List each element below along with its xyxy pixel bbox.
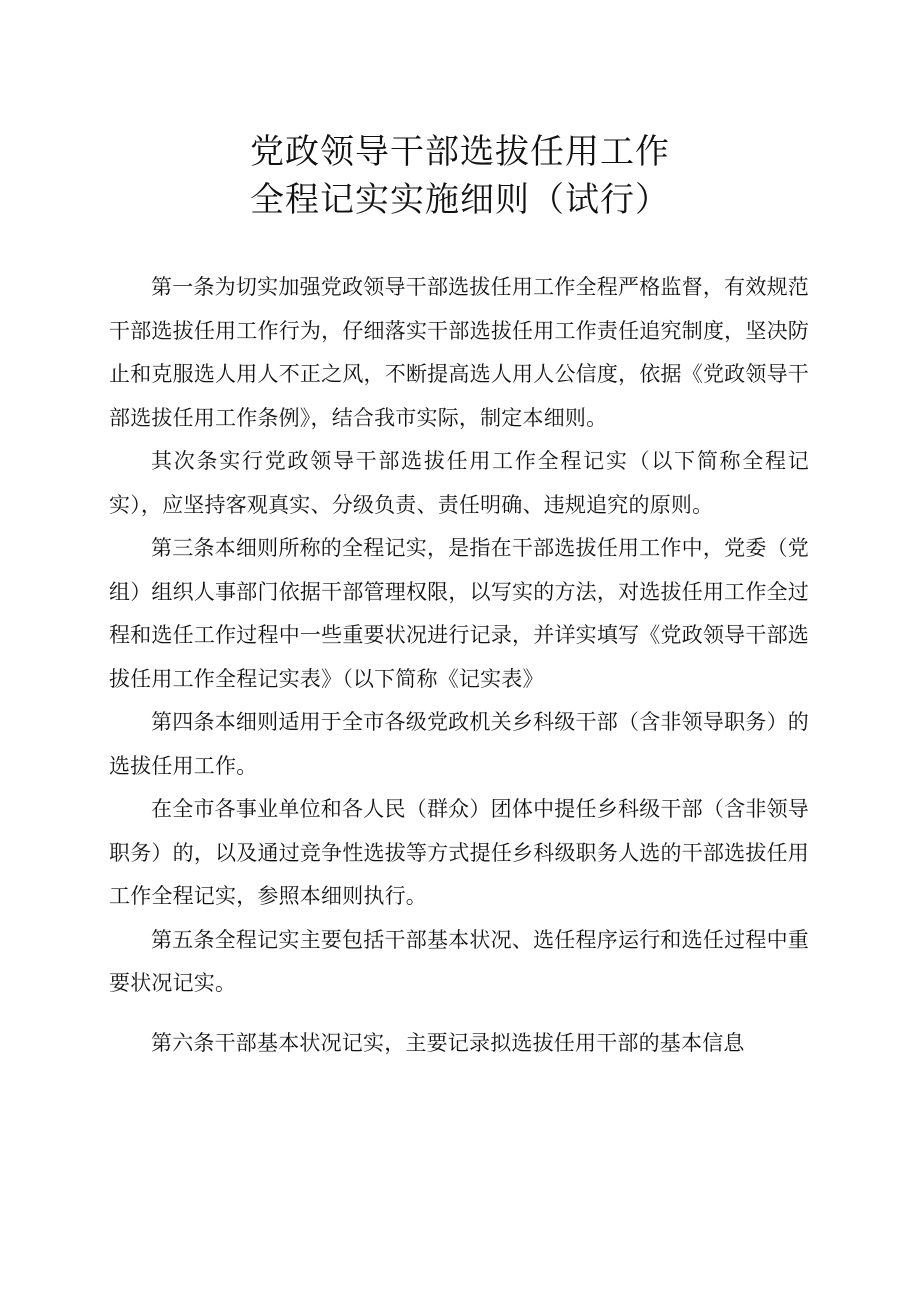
article-6-paragraph: 第六条干部基本状况记实，主要记录拟选拔任用干部的基本信息 <box>151 1030 745 1055</box>
title-line-2: 全程记实实施细则（试行） <box>250 180 670 220</box>
article-2-paragraph: 其次条实行党政领导干部选拔任用工作全程记实（以下简称全程记实），应坚持客观真实、分级负责、责任明确、违规追究的原则。 <box>109 449 809 517</box>
article-3-paragraph: 第三条本细则所称的全程记实，是指在干部选拔任用工作中，党委（党组）组织人事部门依据干部管理权限，以写实的方法，对选拔任用工作全过程和选任工作过程中一些重要状况进行记录，并详实填写《党政领导干部选拔任用工作全程记实表》（以下简称《记实表》 <box>109 536 809 691</box>
title-line-1: 党政领导干部选拔任用工作 <box>250 132 670 172</box>
article-4-supplement-paragraph: 在全市各事业单位和各人民（群众）团体中提任乡科级干部（含非领导职务）的，以及通过竞争性选拔等方式提任乡科级职务人选的干部选拔任用工作全程记实，参照本细则执行。 <box>109 797 809 908</box>
article-5-paragraph: 第五条全程记实主要包括干部基本状况、选任程序运行和选任过程中重要状况记实。 <box>109 927 809 995</box>
document-body <box>109 266 809 1065</box>
article-1-paragraph: 第一条为切实加强党政领导干部选拔任用工作全程严格监督，有效规范干部选拔任用工作行为，仔细落实干部选拔任用工作责任追究制度，坚决防止和克服选人用人不正之风，不断提高选人用人公信度，依据《党政领导干部选拔任用工作条例》，结合我市实际，制定本细则。 <box>109 275 809 430</box>
document-title <box>0 128 920 224</box>
article-4-paragraph: 第四条本细则适用于全市各级党政机关乡科级干部（含非领导职务）的选拔任用工作。 <box>109 710 809 778</box>
